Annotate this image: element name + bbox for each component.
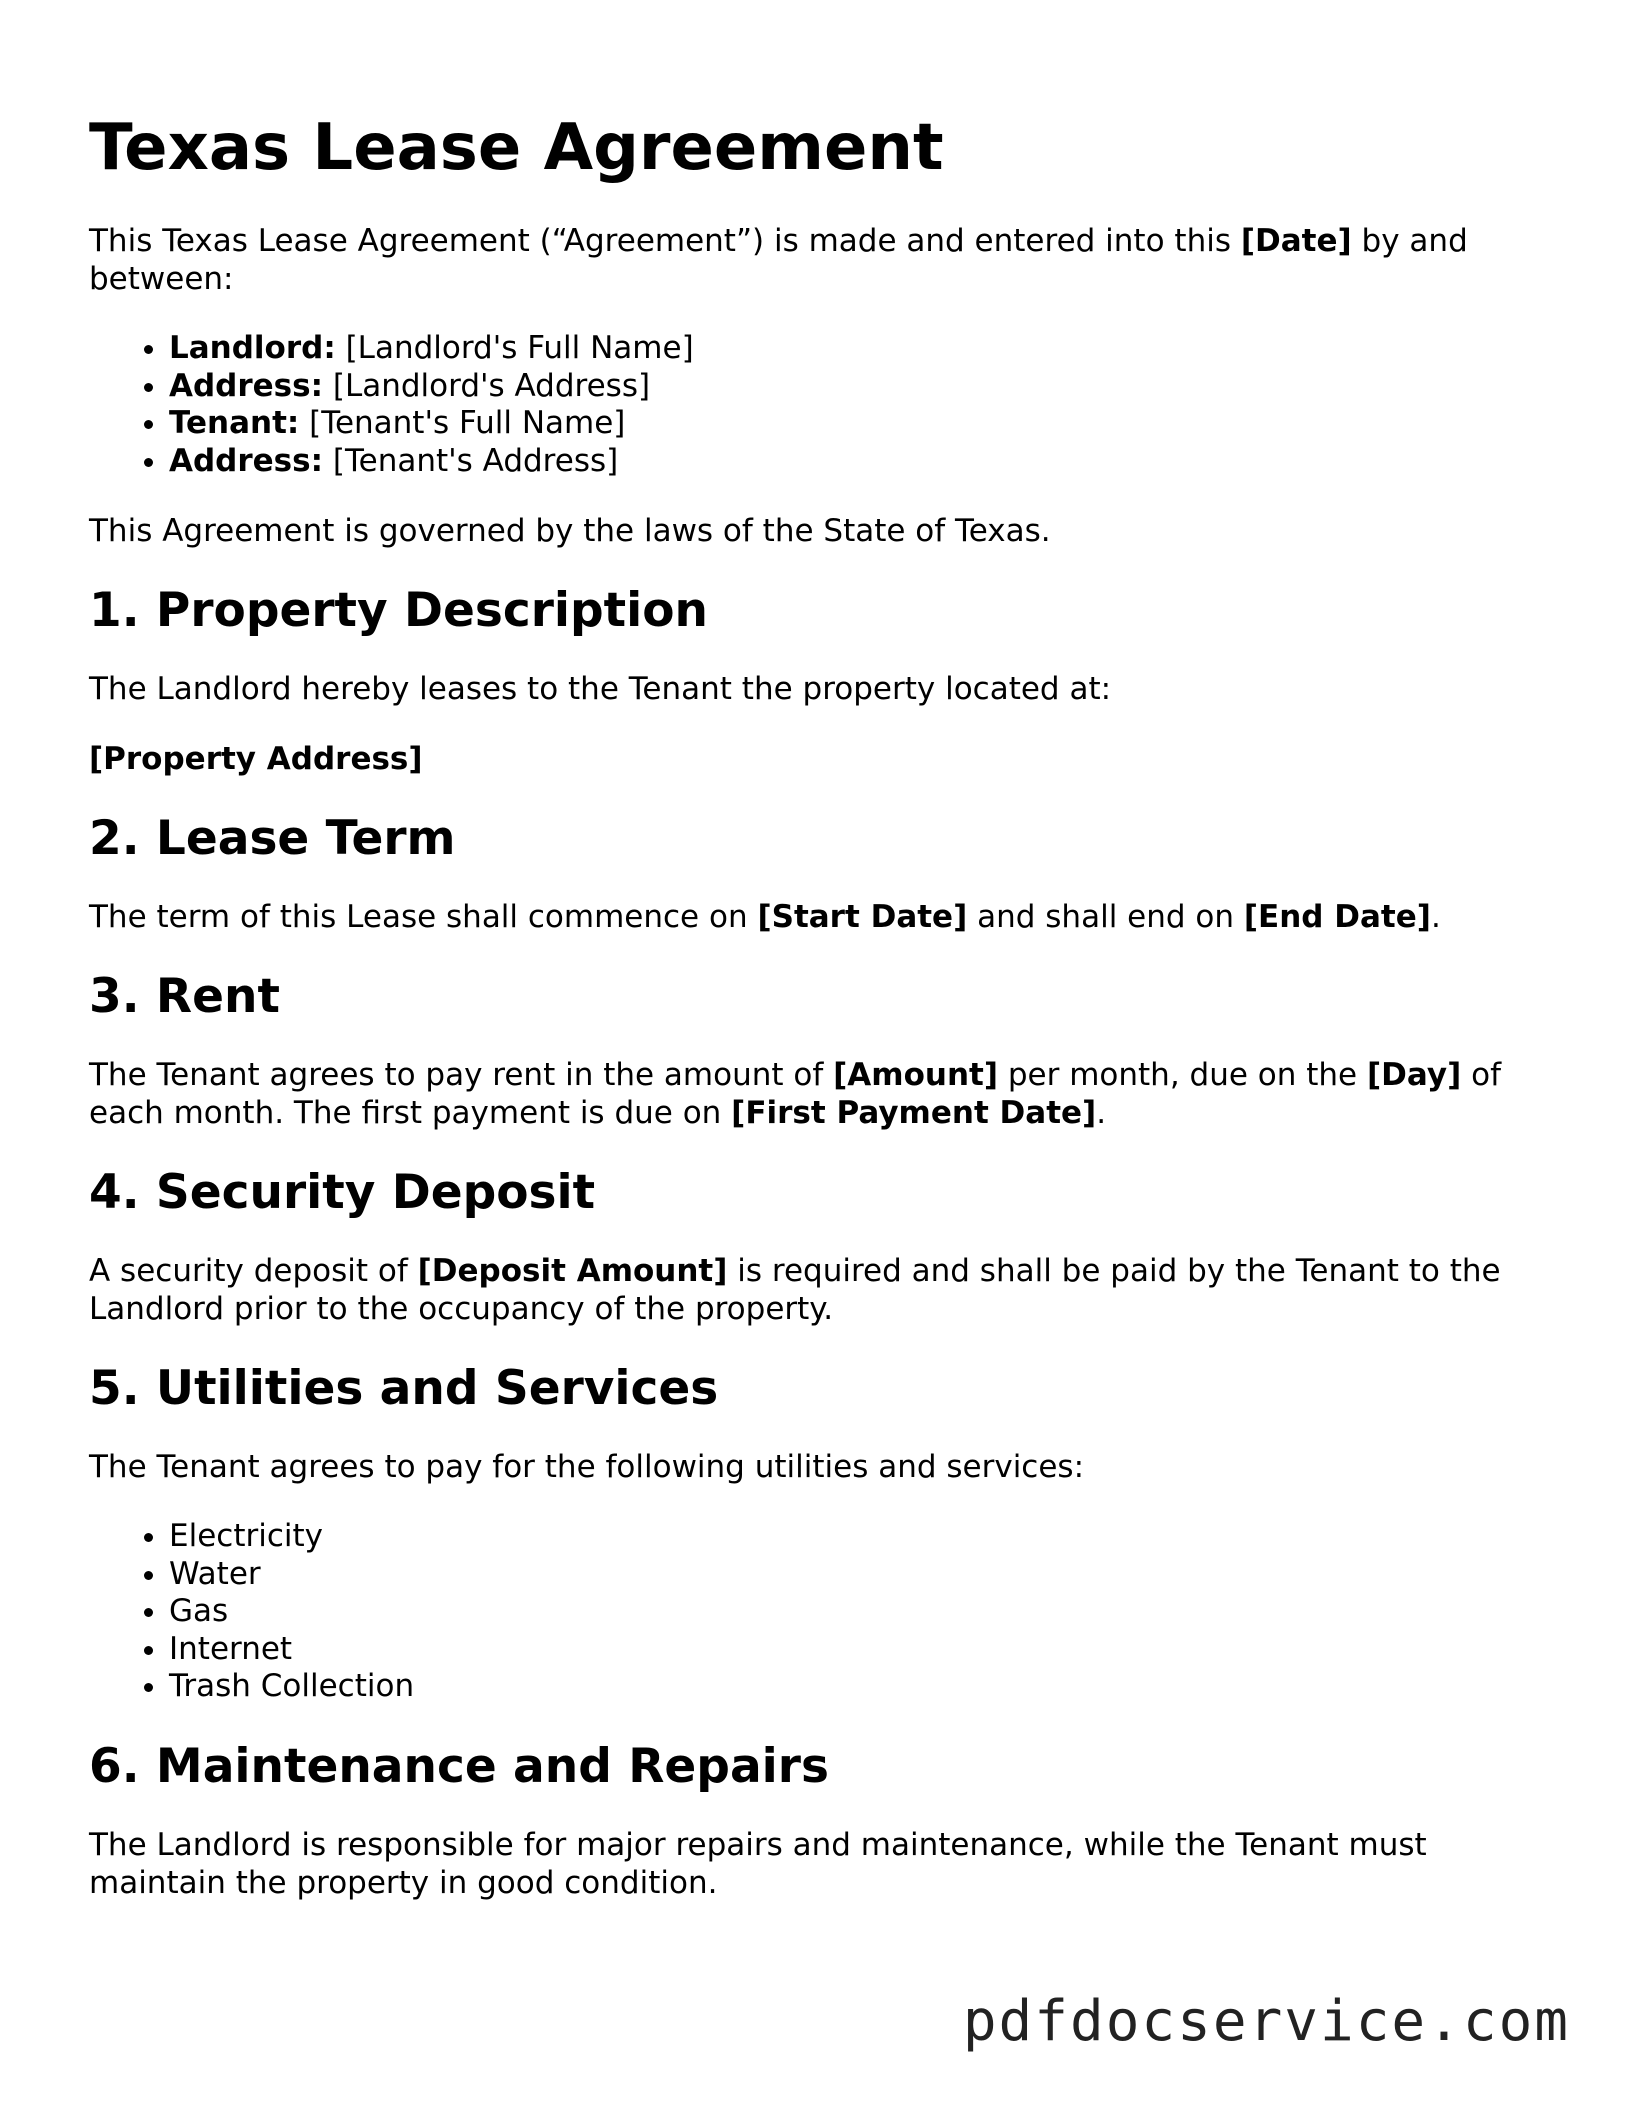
utilities-paragraph: The Tenant agrees to pay for the following utilities and services: [89, 1449, 1085, 1485]
section-heading-security-deposit: 4. Security Deposit [89, 1165, 596, 1220]
party-value: [Tenant's Full Name] [299, 405, 626, 441]
list-item: • Electricity [169, 1518, 1549, 1556]
party-item-landlord-address [169, 368, 1549, 406]
rent-paragraph [89, 1056, 1549, 1132]
rent-text: per month, due on the [998, 1057, 1367, 1093]
governing-law-paragraph: This Agreement is governed by the laws of the State of Texas. [89, 513, 1051, 549]
lease-term-text: and shall end on [967, 899, 1244, 935]
party-label: Tenant: [169, 405, 300, 441]
party-item-tenant-address [169, 443, 1549, 481]
document-title: Texas Lease Agreement [89, 111, 944, 185]
first-payment-date-placeholder: [First Payment Date] [731, 1095, 1097, 1131]
party-value: [Landlord's Address] [323, 367, 651, 404]
lease-term-text: . [1430, 899, 1441, 935]
intro-date-placeholder: [Date] [1240, 223, 1352, 259]
section-heading-utilities: 5. Utilities and Services [89, 1361, 719, 1416]
lease-term-text: The term of this Lease shall commence on [89, 899, 758, 935]
party-item-landlord [169, 330, 1549, 368]
property-address-placeholder: [Property Address] [89, 741, 423, 777]
rent-text: of each month. The first payment is due on [89, 1057, 1501, 1131]
section-heading-rent: 3. Rent [89, 969, 280, 1024]
property-paragraph: The Landlord hereby leases to the Tenant the property located at: [89, 671, 1112, 707]
document-page [89, 108, 1549, 1934]
section-heading-maintenance: 6. Maintenance and Repairs [89, 1738, 829, 1794]
deposit-text: A security deposit of [89, 1253, 418, 1289]
property-address [89, 740, 1549, 778]
rent-text: The Tenant agrees to pay rent in the amount of [89, 1057, 834, 1093]
deposit-amount-placeholder: [Deposit Amount] [417, 1253, 728, 1289]
list-item: • Trash Collection [169, 1668, 1549, 1706]
party-label: Address: [169, 367, 323, 404]
party-item-tenant [169, 405, 1549, 443]
lease-term-paragraph [89, 898, 1549, 936]
end-date-placeholder: [End Date] [1243, 899, 1431, 935]
party-value: [Tenant's Address] [323, 442, 619, 479]
intro-text-pre: This Texas Lease Agreement (“Agreement”) is made and entered into this [89, 223, 1241, 259]
party-label: Address: [169, 442, 323, 479]
parties-list [89, 330, 1549, 480]
deposit-text: is required and shall be paid by the Tenant to the Landlord prior to the occupancy of the property. [89, 1253, 1501, 1327]
security-deposit-paragraph [89, 1252, 1549, 1328]
intro-paragraph [89, 222, 1549, 298]
rent-day-placeholder: [Day] [1367, 1057, 1462, 1093]
list-item: • Gas [169, 1593, 1549, 1631]
rent-text: . [1096, 1095, 1107, 1131]
rent-amount-placeholder: [Amount] [833, 1057, 999, 1093]
section-heading-property: 1. Property Description [89, 583, 708, 638]
intro-text-post: by and between: [89, 223, 1468, 297]
party-value: [Landlord's Full Name] [335, 330, 694, 366]
list-item: • Internet [169, 1631, 1549, 1669]
party-label: Landlord: [169, 330, 336, 366]
start-date-placeholder: [Start Date] [757, 899, 968, 935]
list-item: • Water [169, 1556, 1549, 1594]
maintenance-paragraph: The Landlord is responsible for major repairs and maintenance, while the Tenant must maintain the property in good condition. [89, 1826, 1427, 1901]
section-heading-lease-term: 2. Lease Term [89, 811, 456, 866]
watermark-text: pdfdocservice.com [962, 1989, 1570, 2054]
utilities-list [89, 1518, 1549, 1706]
